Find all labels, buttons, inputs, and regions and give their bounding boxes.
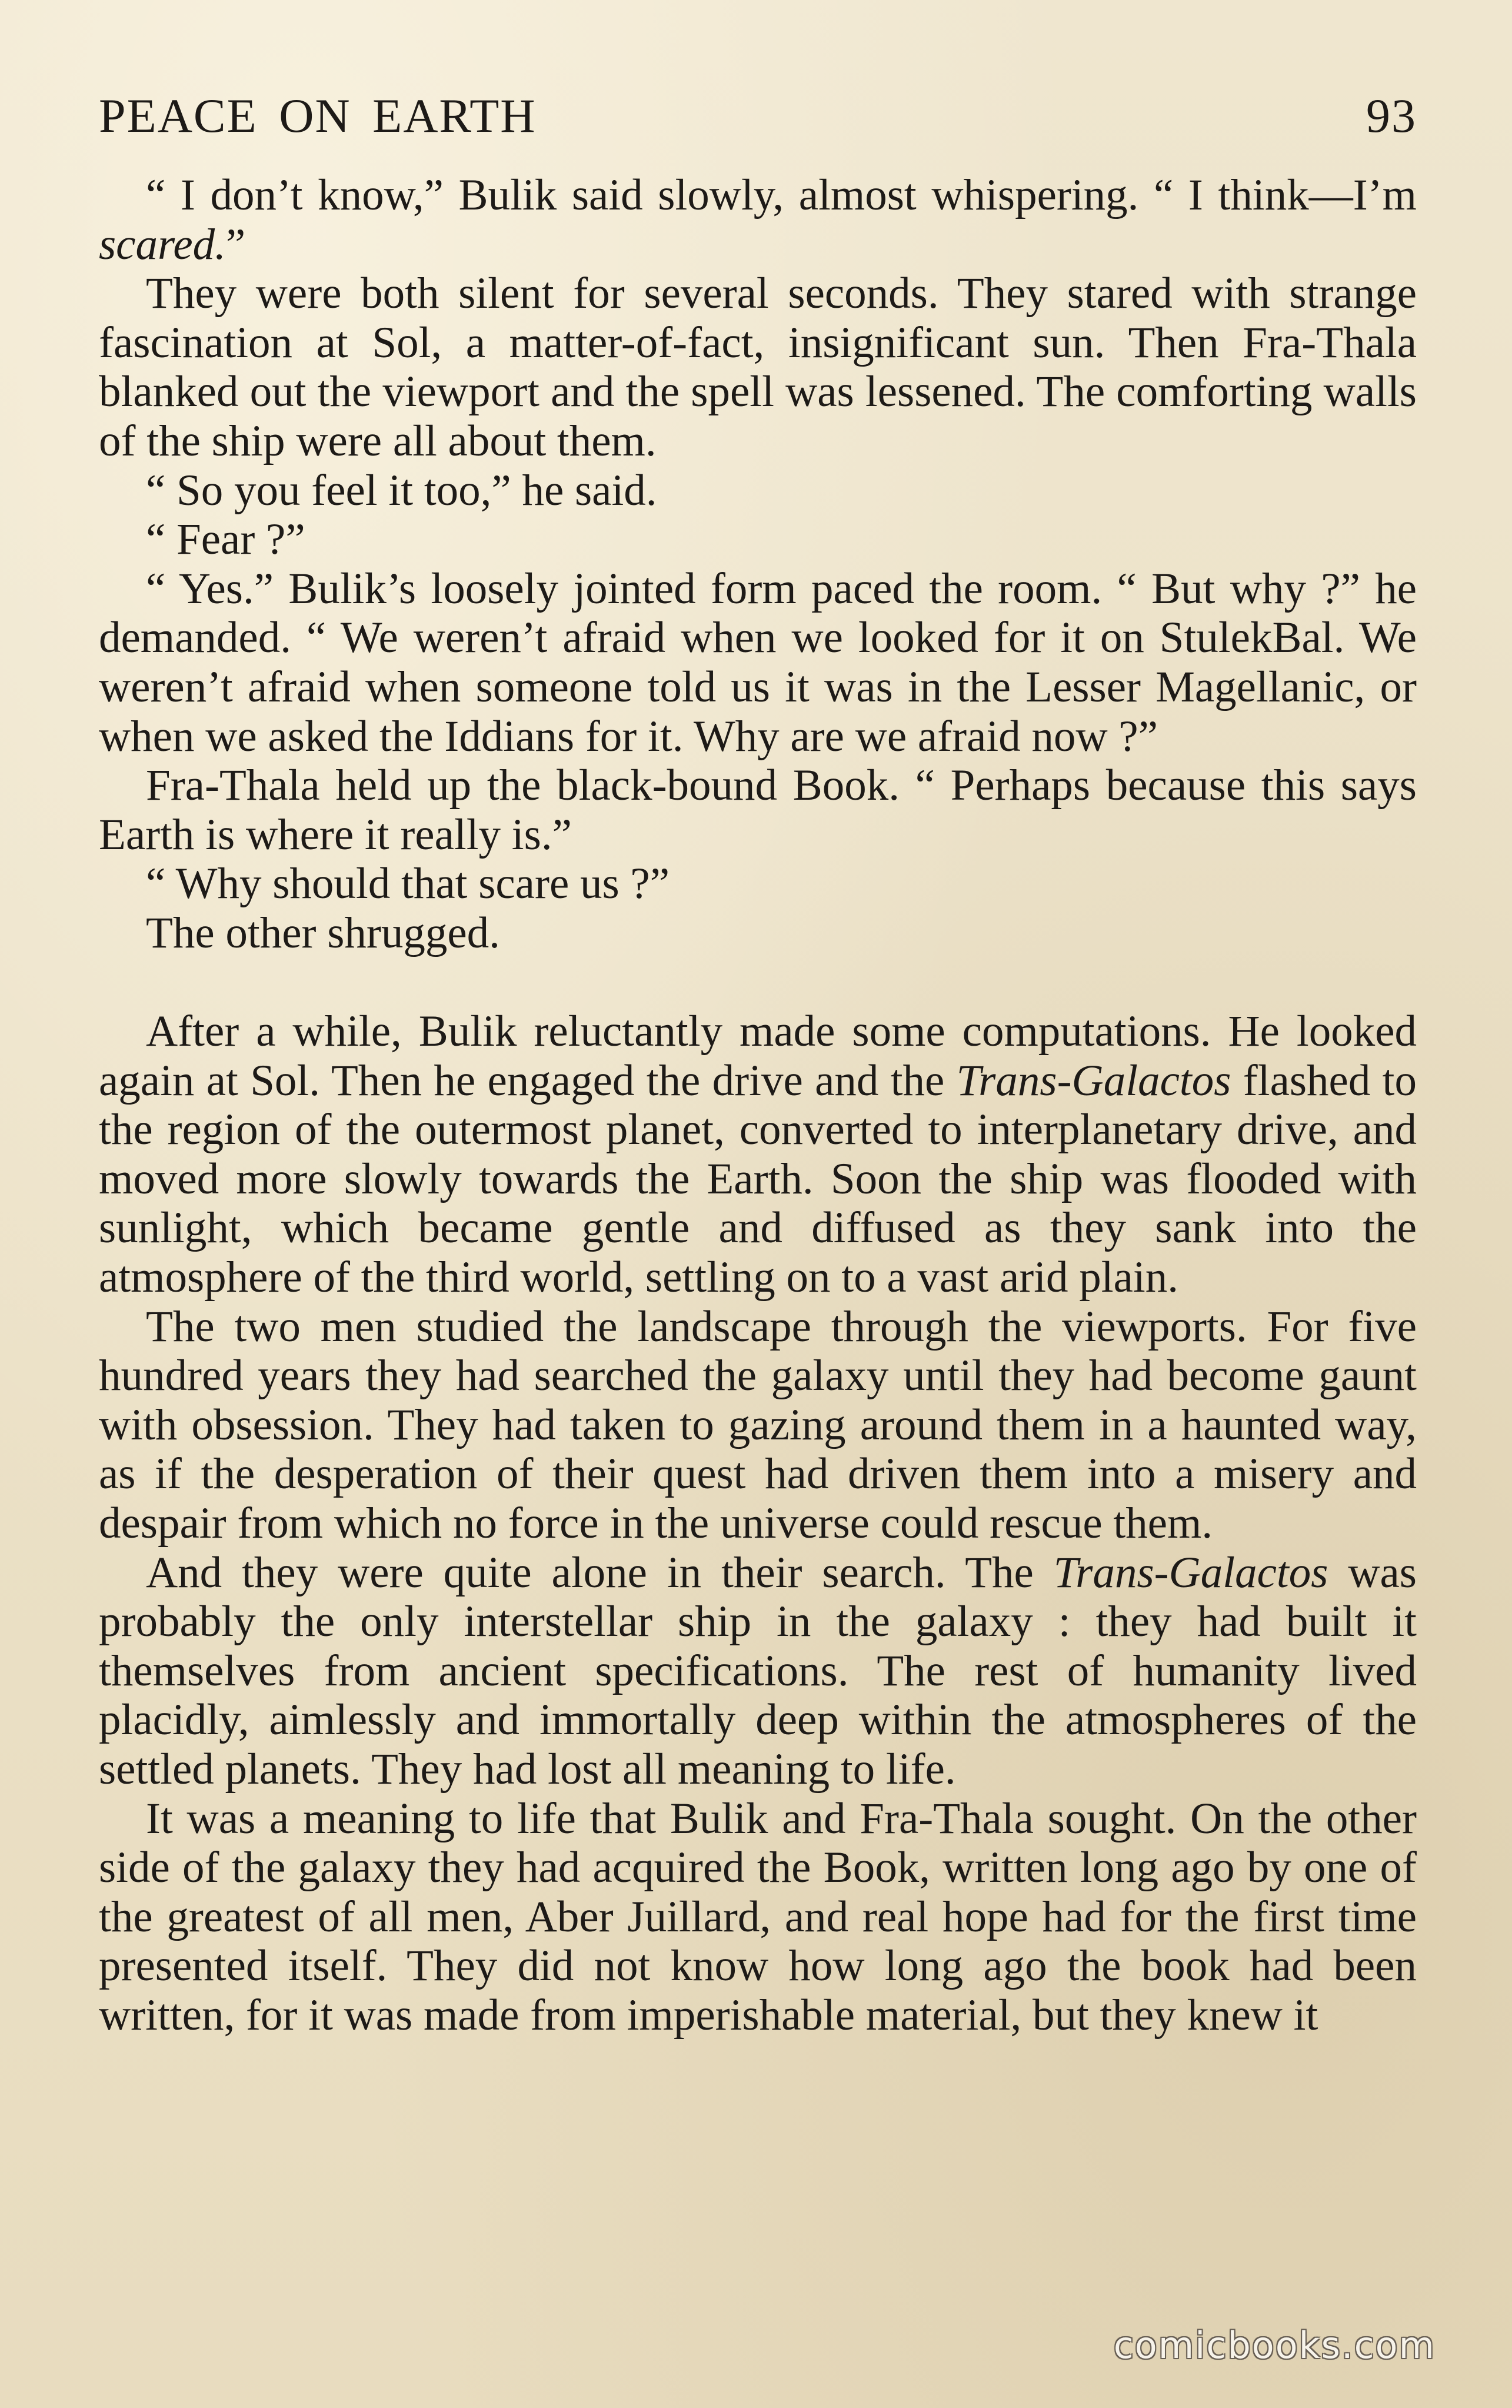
- page-number: 93: [1366, 89, 1417, 142]
- text-run: “ So you feel it too,” he said.: [146, 465, 657, 515]
- paragraph-p10: [99, 1302, 1417, 1548]
- text-run: They were both silent for several seconds. They stared with strange fascination at Sol, a matter-of-fact, insignificant sun. Then Fra-Thala blanked out the viewport and the spell was lessened. The comforting walls of the ship were all about them.: [99, 269, 1417, 465]
- text-run: The other shrugged.: [146, 908, 500, 957]
- italic-text: Trans-Galactos: [956, 1056, 1231, 1105]
- paragraph-p12: [99, 1794, 1417, 2040]
- paragraph-p8: [99, 909, 1417, 958]
- italic-text: scared.: [99, 219, 226, 269]
- paragraph-p5: [99, 564, 1417, 761]
- paragraph-p7: [99, 859, 1417, 909]
- text-run: The two men studied the landscape through the viewports. For five hundred years they had searched the galaxy until they had become gaunt with obsession. They had taken to gazing around them in a haunted way, as if the desperation of their quest had driven them into a misery and despair from which no force in the universe could rescue them.: [99, 1302, 1417, 1548]
- watermark: comicbooks.com: [1113, 2324, 1436, 2367]
- text-run: “ Yes.” Bulik’s loosely jointed form paced the room. “ But why ?” he demanded. “ We weren’t afraid when we looked for it on StulekBal. We weren’t afraid when someone told us it was in the Lesser Magellanic, or when we asked the Iddians for it. Why are we afraid now ?”: [99, 564, 1417, 761]
- book-page: [99, 88, 1417, 2040]
- text-run: flashed to the region of the outermost planet, converted to interplanetary drive, and moved more slowly towards the Earth. Soon the ship was flooded with sunlight, which became gentle and diffused as they sank into the atmosphere of the third world, settling on to a vast arid plain.: [99, 1056, 1417, 1302]
- text-run: Fra-Thala held up the black-bound Book. “ Perhaps because this says Earth is where it really is.”: [99, 761, 1417, 859]
- text-run: And they were quite alone in their search. The: [146, 1548, 1054, 1597]
- text-run: “ I don’t know,” Bulik said slowly, almost whispering. “ I think—I’m: [146, 171, 1417, 219]
- running-title: PEACE ON EARTH: [99, 89, 537, 142]
- running-head: [99, 88, 1417, 153]
- paragraph-p9: [99, 1007, 1417, 1302]
- text-run: “ Fear ?”: [146, 515, 305, 564]
- paragraph-p6: [99, 761, 1417, 859]
- paragraph-p3: [99, 466, 1417, 515]
- text-run: After a while, Bulik reluctantly made some computations. He looked again at Sol. Then he engaged the drive and the: [99, 1007, 1417, 1105]
- text-run: “ Why should that scare us ?”: [146, 859, 670, 909]
- text-run: ”: [225, 219, 246, 269]
- paragraph-p1: [99, 171, 1417, 269]
- italic-text: Trans-Galactos: [1053, 1548, 1328, 1597]
- paragraph-p2: [99, 269, 1417, 465]
- body-text: [99, 171, 1417, 2040]
- paragraph-p11: [99, 1548, 1417, 1794]
- paragraph-p4: [99, 515, 1417, 564]
- text-run: was probably the only interstellar ship in the galaxy : they had built it themselves from ancient specifications. The rest of humanity lived placidly, aimlessly and immortally deep within the atmospheres of the settled planets. They had lost all meaning to life.: [99, 1548, 1417, 1794]
- text-run: It was a meaning to life that Bulik and Fra-Thala sought. On the other side of the galaxy they had acquired the Book, written long ago by one of the greatest of all men, Aber Juillard, and real hope had for the first time presented itself. They did not know how long ago the book had been written, for it was made from imperishable material, but they knew it: [99, 1794, 1417, 2040]
